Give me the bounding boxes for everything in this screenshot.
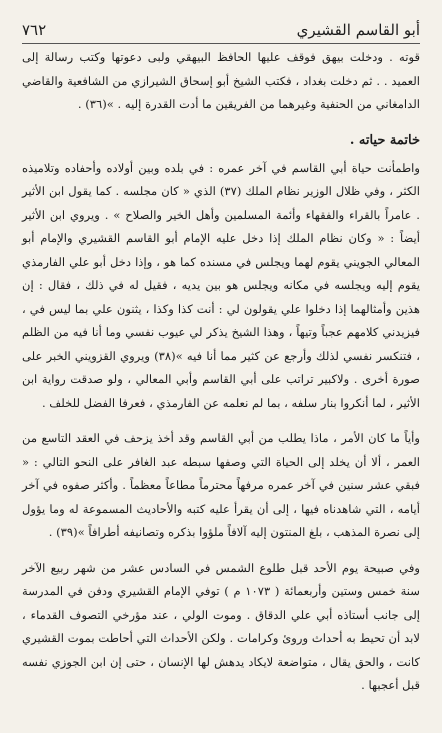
paragraph-1: قوته . ودخلت بيهق فوقف عليها الحافظ البيهقي ولبى دعوتها وكتب رسالة إلى العميد . . ثم دخلت بغداد ، فكتب الشيخ أبو إسحاق الشيرازي من الشافعية والقاضي الدامغاني من الحنفية وغيرهما من الفريقين ما أدت القدرة إليه . »(٣٦) . — [22, 50, 420, 111]
running-title: أبو القاسم القشيري — [296, 21, 420, 39]
section-heading: خاتمة حياته . — [349, 132, 420, 148]
paragraph-3: وأياً ما كان الأمر ، ماذا يطلب من أبي القاسم وقد أخذ يزحف في العقد التاسع من العمر ، ألا أن يخلد إلى الحياة التي وصفها سبطه عبد الغافر على النحو التالي : « فبقي عشر سنين في آخر عمره مرفهاً محترماً مطاعاً معظماً . وأكثر صفوه في آخر أيامه ، التي شاهدناه فيها ، إلى أن يقرأ عليه كتبه والأحاديث المسموعة له وما يؤول إلى نصرة المذهب ، بلغ المنتون إليه آلافاً ملؤوا بذكره وتصانيفه أطرافاً »(٣٩) . — [22, 431, 420, 539]
paragraph-gap — [22, 415, 420, 427]
page-header — [22, 0, 420, 44]
paragraph-4: وفي صبيحة يوم الأحد قبل طلوع الشمس في السادس عشر من شهر ربيع الآخر سنة خمس وستين وأربعمائة ( ١٠٧٣ م ) توفي الإمام القشيري ودفن في المدرسة إلى جانب أستاذه أبي علي الدقاق . وموت الولي ، عند مؤرخي التصوف القدماء ، لابد أن تحيط به أحداث وروئ وكرامات . ولكن الأحداث التي أحاطت بموت القشيري كانت ، والحق يقال ، متواضعة لايكاد يدهش لها الإنسان ، حتى إن ابن الجوزي نفسه قبل أعجبها . — [22, 560, 420, 692]
body-text — [22, 46, 420, 698]
paragraph-gap — [22, 545, 420, 557]
paragraph-2: واطمأنت حياة أبي القاسم في آخر عمره : في بلده وبين أولاده وأحفاده وتلاميذه الكثر ، وفي ظلال الوزير نظام الملك (٣٧) الذي « كان مجلسه . كما يقول ابن الأثير . عامراً بالقراء والفقهاء وأئمة المسلمين وأهل الخير والصلاح » . ويروي ابن الأثير أيضاً : « وكان نظام الملك إذا دخل عليه الإمام أبو القاسم القشيري والإمام أبو المعالي الجويني يقوم لهما ويجلس في مسنده كما هو ، وإذا دخل أبو علي الفارمذي يقوم إليه ويجلسه في مكانه ويجلس هو بين يديه ، فقيل له في ذلك ، فقال : إن هذين وأمثالهما إذا دخلوا علي يقولون لي : أنت كذا وكذا ، يثنون علي بما ليس في ، فيزيدني كلامهم عجباً وتيهاً ، وهذا الشيخ يذكر لي عيوب نفسي وما أنا فيه من الظلم ، فتنكسر نفسي لذلك وأرجع عن كثير مما أنا فيه »(٣٨) ويروي القزويني الخبر على صورة أخرى . ولاكبير تراتب على أبي القاسم وأبي المعالي ، ولو صدقت رواية ابن الأثير ، لما أنكروا بنار سلفه ، بما لم نعلمه عن الفارمذي ، فعرفا الفضل للخلف . — [22, 160, 421, 410]
page-number: ٧٦٢ — [22, 21, 47, 39]
